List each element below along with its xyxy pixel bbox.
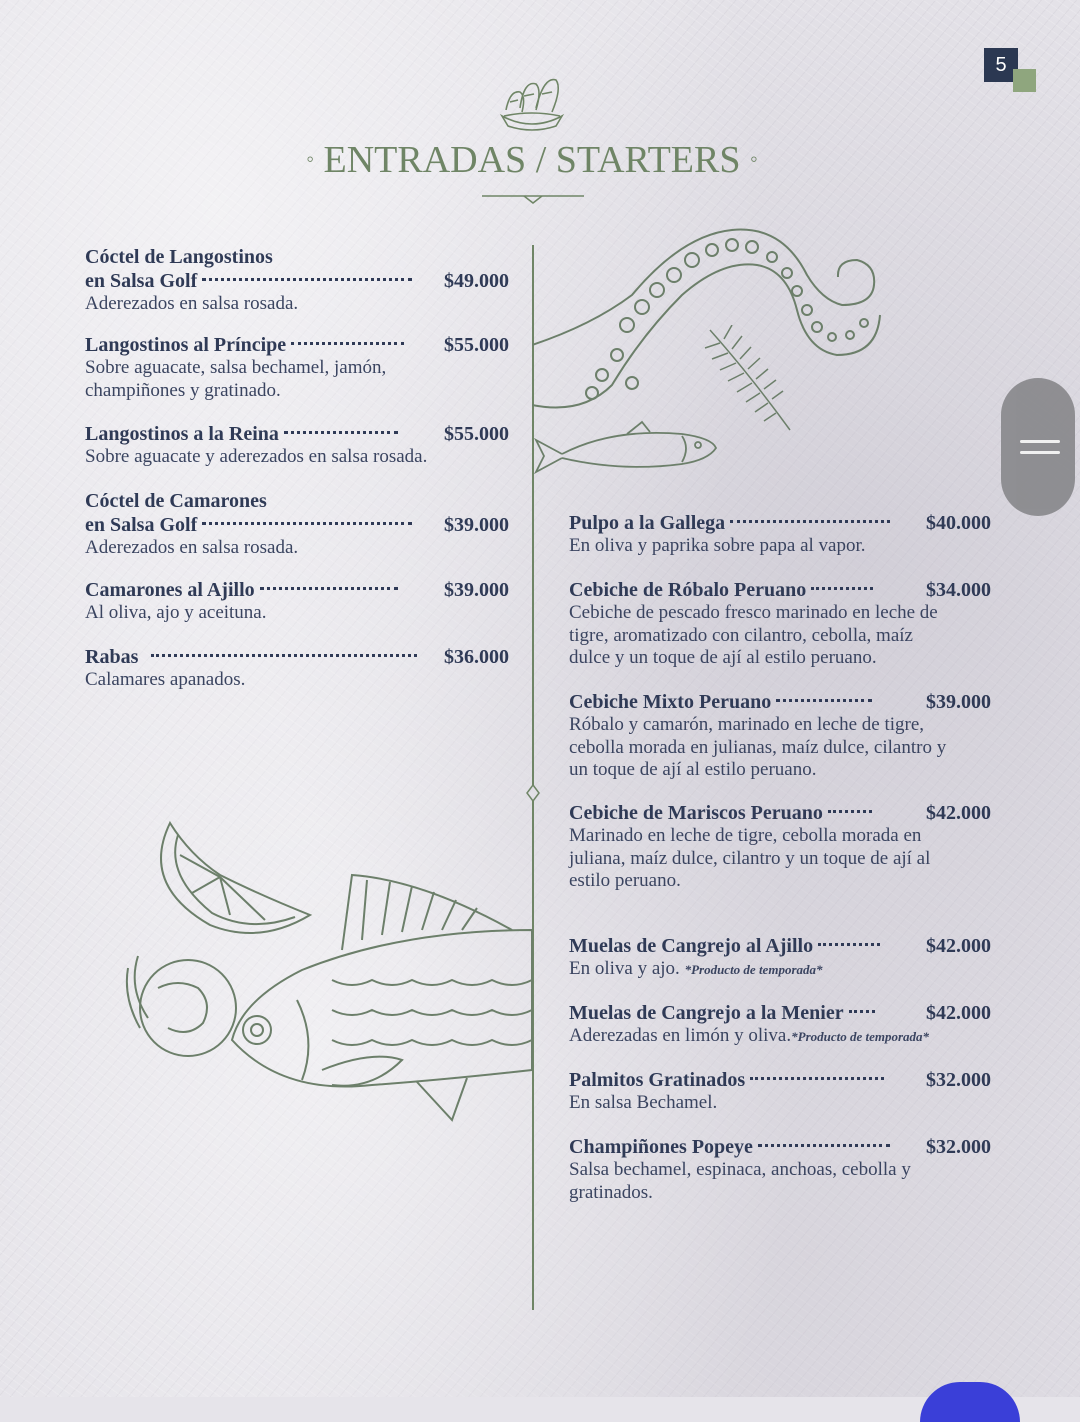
bread-basket-icon: [496, 70, 568, 132]
item-description: un toque de ají al estilo peruano.: [569, 759, 817, 780]
page-number-accent: [1013, 69, 1036, 92]
menu-item-camarones-ajillo: Camarones al Ajillo $39.000 Al oliva, ajo y aceituna.: [85, 579, 509, 623]
item-description: Cebiche de pescado fresco marinado en leche de: [569, 602, 938, 623]
item-description: Marinado en leche de tigre, cebolla morada en: [569, 825, 922, 846]
item-price: $49.000: [444, 270, 509, 292]
item-description: gratinados.: [569, 1181, 653, 1203]
item-description: Aderezados en salsa rosada.: [85, 293, 299, 314]
item-description: Salsa bechamel, espinaca, anchoas, cebolla y: [569, 1159, 911, 1180]
item-price: $42.000: [926, 935, 991, 957]
item-description: tigre, aromatizado con cilantro, cebolla, maíz: [569, 624, 913, 646]
menu-item-muelas-menier: Muelas de Cangrejo a la Menier $42.000 Aderezadas en limón y oliva.*Producto de temporada*: [569, 1002, 991, 1046]
item-description: Róbalo y camarón, marinado en leche de tigre,: [569, 714, 925, 735]
item-price: $55.000: [444, 334, 509, 356]
menu-item-champinones-popeye: Champiñones Popeye $32.000 Salsa bechamel, espinaca, anchoas, cebolla y gratinados.: [569, 1136, 991, 1203]
seasonal-note: *Producto de temporada*: [791, 1029, 930, 1044]
title-spanish: ENTRADAS: [323, 139, 527, 181]
menu-item-coctel-langostinos: Cóctel de Langostinos en Salsa Golf $49.000 Aderezados en salsa rosada.: [85, 246, 509, 314]
item-description: juliana, maíz dulce, cilantro y un toque de ají al: [569, 847, 931, 869]
item-price: $55.000: [444, 423, 509, 445]
item-description: estilo peruano.: [569, 870, 681, 891]
sardine-icon: [532, 418, 722, 484]
item-price: $39.000: [444, 514, 509, 536]
menu-item-palmitos: Palmitos Gratinados $32.000 En salsa Bechamel.: [569, 1069, 991, 1113]
fish-icon: [222, 870, 537, 1130]
menu-item-rabas: Rabas $36.000 Calamares apanados.: [85, 646, 509, 690]
item-price: $40.000: [926, 512, 991, 534]
item-description: Al oliva, ajo y aceituna.: [85, 602, 267, 623]
item-price: $39.000: [444, 579, 509, 601]
item-description: En oliva y ajo.: [569, 958, 685, 979]
menu-item-cebiche-mariscos: Cebiche de Mariscos Peruano $42.000 Marinado en leche de tigre, cebolla morada en juliana, maíz dulce, cilantro y un toque de ají al estilo peruano.: [569, 802, 991, 891]
title-english: STARTERS: [555, 139, 741, 181]
item-price: $36.000: [444, 646, 509, 668]
menu-item-cebiche-mixto: Cebiche Mixto Peruano $39.000 Róbalo y camarón, marinado en leche de tigre, cebolla morada en julianas, maíz dulce, cilantro y un toque de ají al estilo peruano.: [569, 691, 991, 780]
item-price: $32.000: [926, 1069, 991, 1091]
menu-item-coctel-camarones: Cóctel de Camarones en Salsa Golf $39.000 Aderezados en salsa rosada.: [85, 490, 509, 558]
item-description: En salsa Bechamel.: [569, 1092, 718, 1113]
item-description: cebolla morada en julianas, maíz dulce, cilantro y: [569, 736, 947, 758]
menu-item-muelas-ajillo: Muelas de Cangrejo al Ajillo $42.000 En oliva y ajo. *Producto de temporada*: [569, 935, 991, 979]
item-description: Sobre aguacate y aderezados en salsa rosada.: [85, 446, 428, 467]
item-description: champiñones y gratinado.: [85, 379, 281, 401]
item-price: $32.000: [926, 1136, 991, 1158]
item-description: En oliva y paprika sobre papa al vapor.: [569, 535, 866, 556]
item-price: $39.000: [926, 691, 991, 713]
item-description: Sobre aguacate, salsa bechamel, jamón,: [85, 357, 387, 378]
item-price: $42.000: [926, 1002, 991, 1024]
seasonal-note: *Producto de temporada*: [684, 962, 823, 977]
item-description: dulce y un toque de ají al estilo peruano.: [569, 647, 877, 668]
menu-item-langostinos-principe: Langostinos al Príncipe $55.000 Sobre aguacate, salsa bechamel, jamón, champiñones y gratinado.: [85, 334, 509, 401]
item-description: Calamares apanados.: [85, 669, 246, 690]
item-description: Aderezados en salsa rosada.: [85, 537, 299, 558]
menu-item-cebiche-robalo: Cebiche de Róbalo Peruano $34.000 Cebiche de pescado fresco marinado en leche de tigre, aromatizado con cilantro, cebolla, maíz dulce y un toque de ají al estilo peruano.: [569, 579, 991, 668]
item-price: $42.000: [926, 802, 991, 824]
item-description: Aderezadas en limón y oliva.: [569, 1025, 792, 1046]
title-separator: /: [526, 139, 556, 181]
scroll-handle-icon[interactable]: [1001, 378, 1075, 516]
menu-item-pulpo-gallega: Pulpo a la Gallega $40.000 En oliva y paprika sobre papa al vapor.: [569, 512, 991, 556]
menu-item-langostinos-reina: Langostinos a la Reina $55.000 Sobre aguacate y aderezados en salsa rosada.: [85, 423, 509, 467]
title-underline: [482, 190, 584, 206]
item-price: $34.000: [926, 579, 991, 601]
page-number: 5: [984, 48, 1018, 82]
section-title: ◦ ENTRADAS / STARTERS ◦: [306, 139, 758, 181]
